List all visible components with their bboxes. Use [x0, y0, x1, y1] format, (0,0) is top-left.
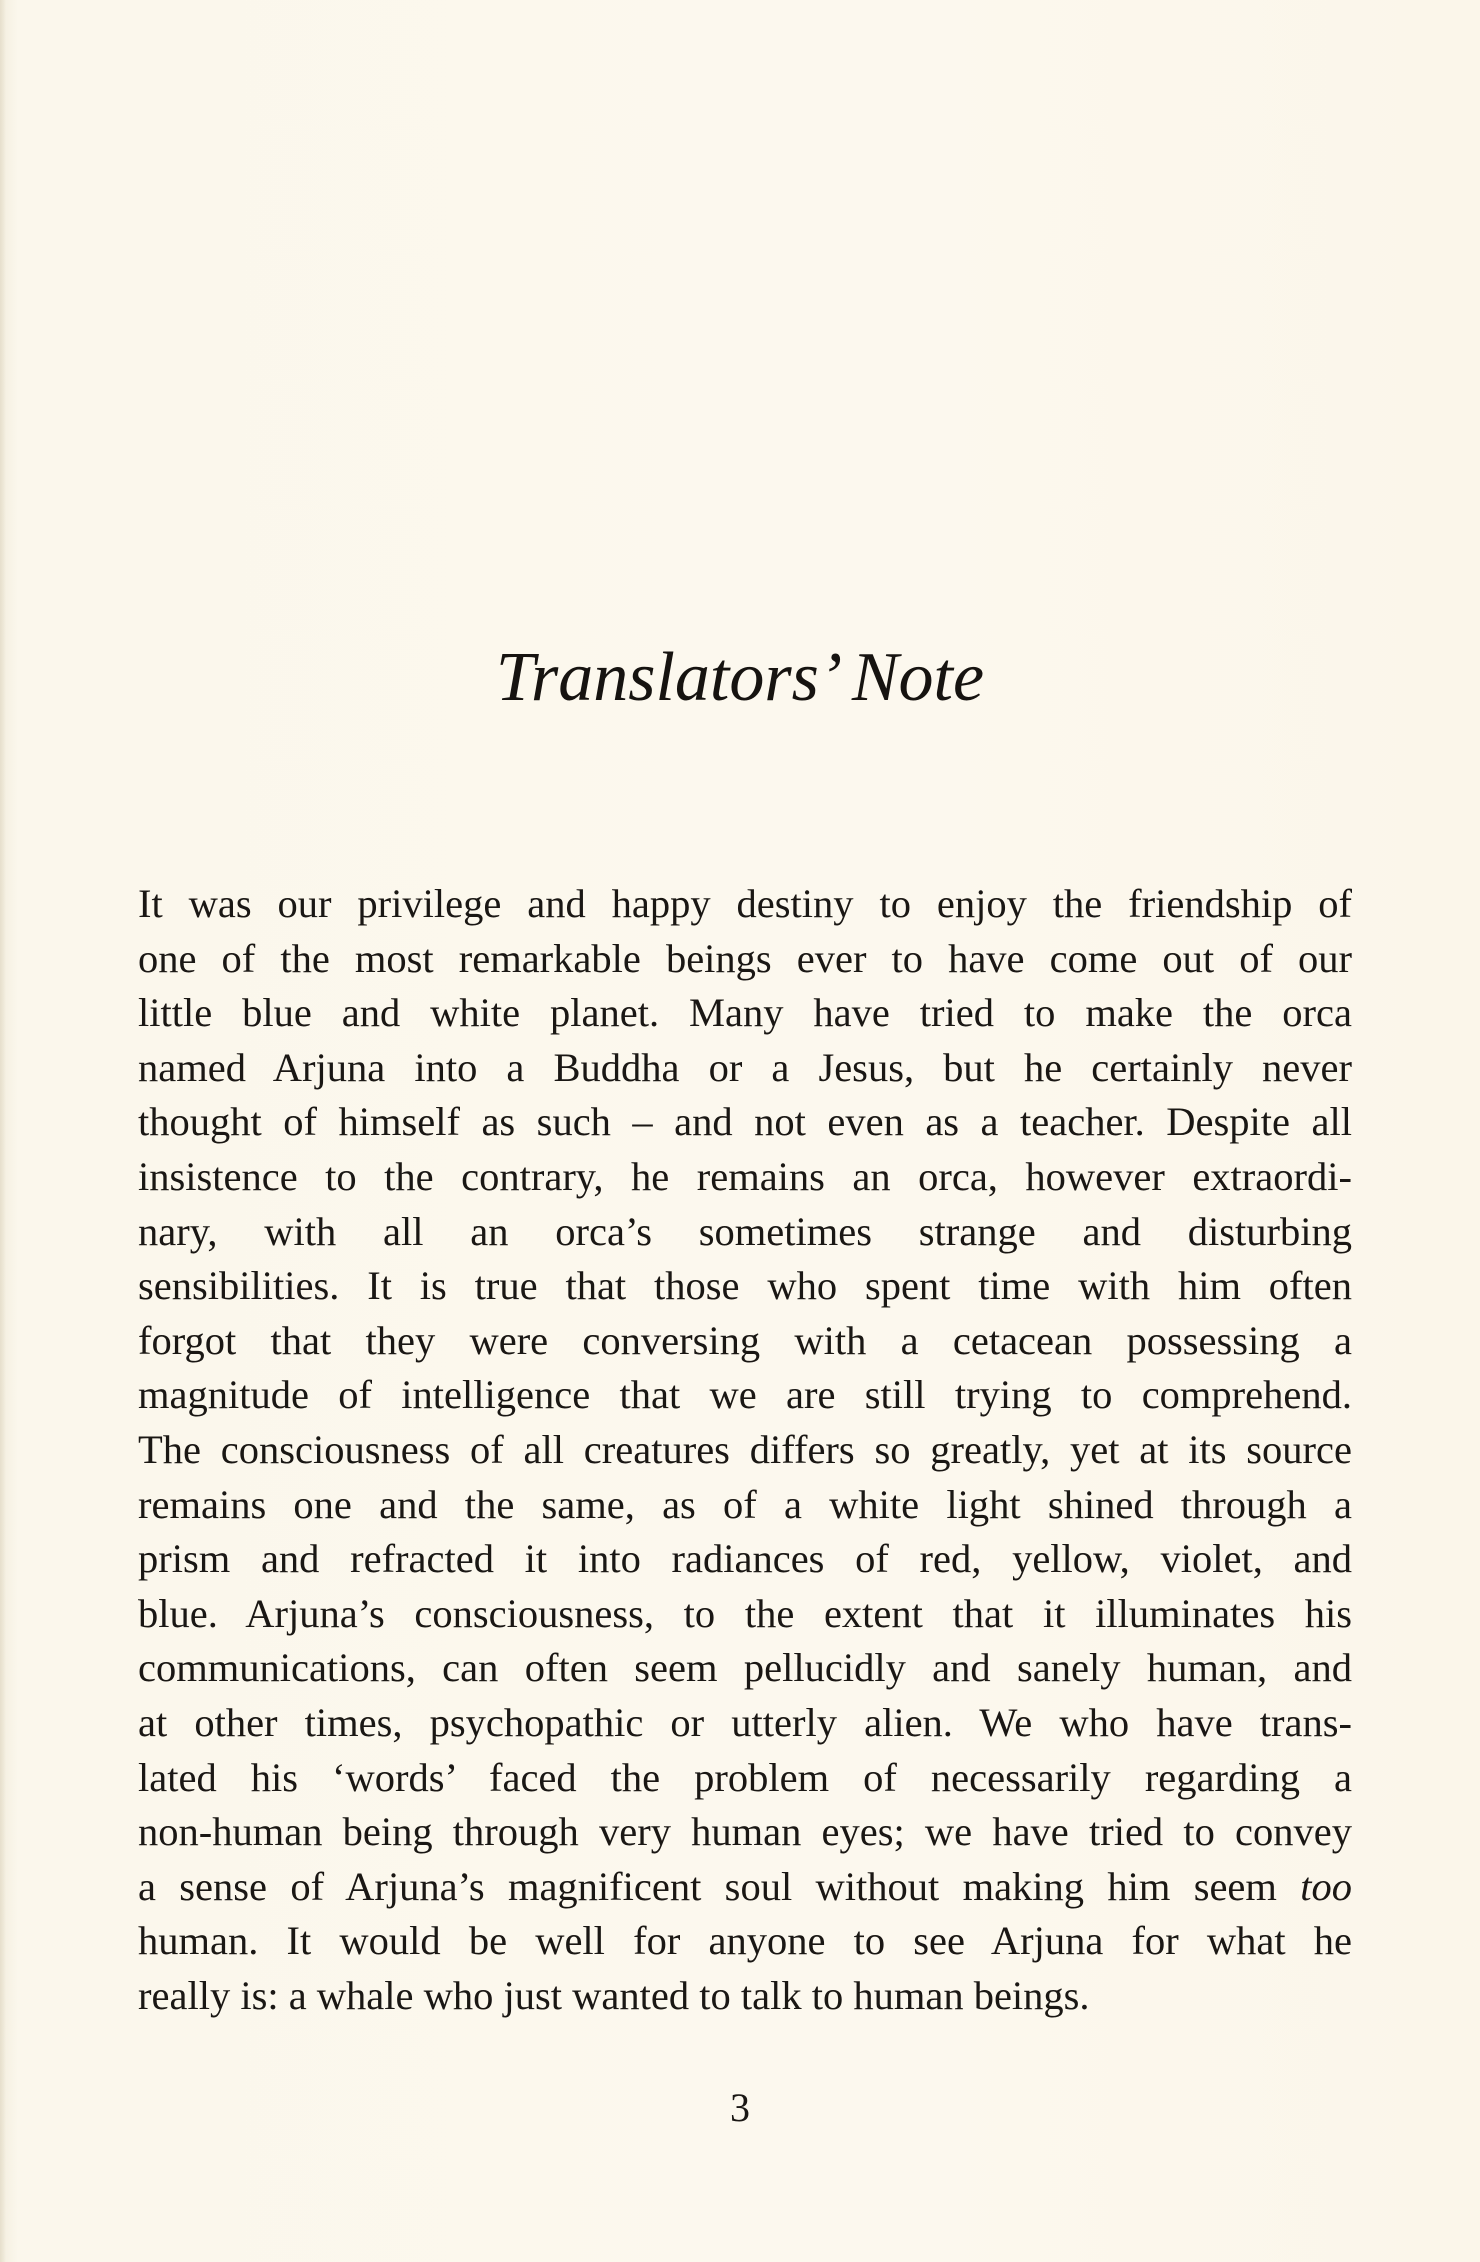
text-line: communications, can often seem pellucidly and sanely human, and [138, 1645, 1352, 1691]
text-line-last: really is: a whale who just wanted to talk to human beings. [138, 1972, 1090, 2018]
text-line: nary, with all an orca’s sometimes strange and disturbing [138, 1208, 1352, 1254]
text-line: It was our privilege and happy destiny to enjoy the friendship of [138, 881, 1352, 926]
text-line: thought of himself as such – and not even as a teacher. Despite all [138, 1099, 1352, 1145]
text-line: blue. Arjuna’s consciousness, to the extent that it illuminates his [138, 1590, 1352, 1636]
text-line: sensibilities. It is true that those who spent time with him often [138, 1263, 1352, 1309]
text-line-start: a sense of Arjuna’s magnificent soul without making him seem [138, 1863, 1277, 1909]
text-line: at other times, psychopathic or utterly alien. We who have trans- [138, 1699, 1352, 1745]
text-line-with-emphasis [138, 1860, 1352, 1915]
page-number: 3 [730, 2085, 750, 2130]
body-paragraph [138, 877, 1352, 2023]
text-line: one of the most remarkable beings ever to have come out of our [138, 935, 1352, 981]
text-line: remains one and the same, as of a white light shined through a [138, 1481, 1352, 1527]
text-line: human. It would be well for anyone to see Arjuna for what he [138, 1918, 1352, 1964]
text-line: lated his ‘words’ faced the problem of necessarily regarding a [138, 1754, 1352, 1800]
page-title: Translators’ Note [495, 639, 985, 716]
page-spine-shadow [0, 0, 6, 2262]
text-line: little blue and white planet. Many have tried to make the orca [138, 990, 1352, 1036]
emphasized-word: too [1300, 1863, 1353, 1909]
text-line: named Arjuna into a Buddha or a Jesus, but he certainly never [138, 1044, 1352, 1090]
text-line: magnitude of intelligence that we are still trying to comprehend. [138, 1372, 1352, 1418]
text-line: non-human being through very human eyes; we have tried to convey [138, 1809, 1352, 1855]
text-line: forgot that they were conversing with a cetacean possessing a [138, 1317, 1352, 1363]
text-line: insistence to the contrary, he remains an orca, however extraordi- [138, 1153, 1352, 1199]
text-line: The consciousness of all creatures differs so greatly, yet at its source [138, 1426, 1352, 1472]
text-line: prism and refracted it into radiances of red, yellow, violet, and [138, 1536, 1352, 1582]
